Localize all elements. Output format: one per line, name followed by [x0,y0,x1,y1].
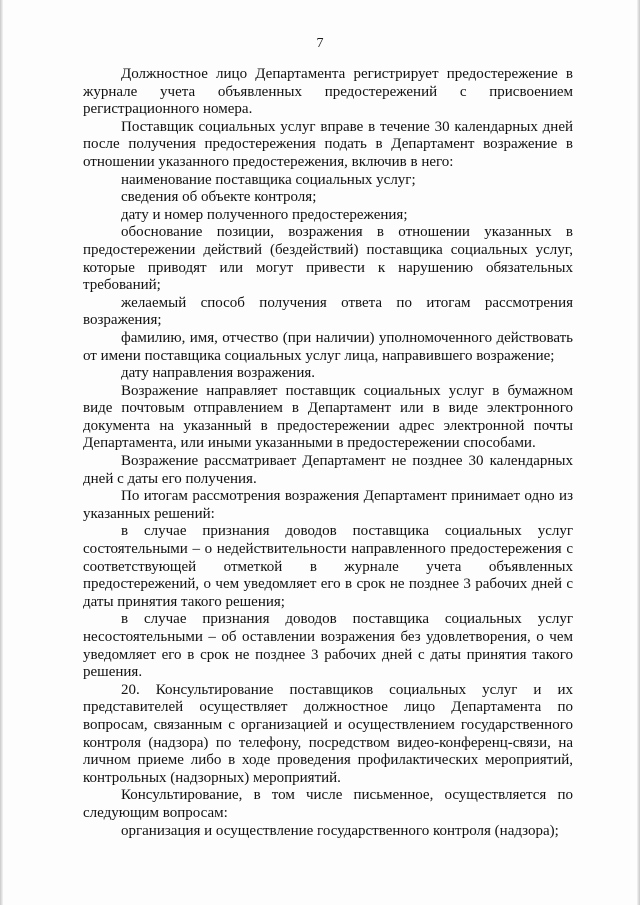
list-item: наименование поставщика социальных услуг; [121,171,416,188]
document-body [83,66,573,840]
paragraph: Консультирование, в том числе письменное, осуществляется по следующим вопросам: [83,787,573,821]
page-number: 7 [316,36,324,51]
paragraph: По итогам рассмотрения возражения Департамент принимает одно из указанных решений: [83,488,573,522]
page-edge-left [0,0,3,905]
list-item: в случае признания доводов поставщика социальных услуг состоятельными – о недействительности направленного предостережения с соответствующей отметкой в журнале учета объявленных предостережений, о чем уведомляет его в срок не позднее 3 рабочих дней с даты принятия такого решения; [83,523,573,610]
list-item: желаемый способ получения ответа по итогам рассмотрения возражения; [83,294,573,329]
list-item: в случае признания доводов поставщика социальных услуг несостоятельными – об оставлении возражения без удовлетворения, о чем уведомляет его в срок не позднее 3 рабочих дней с даты принятия такого решения. [83,611,573,681]
list-item: обоснование позиции, возражения в отношении указанных в предостережении действий (бездействий) поставщика социальных услуг, которые приводят или могут привести к нарушению обязательных требований; [83,224,573,294]
list-item: фамилию, имя, отчество (при наличии) уполномоченного действовать от имени поставщика социальных услуг лица, направившего возражение; [83,329,573,364]
paragraph: Должностное лицо Департамента регистрирует предостережение в журнале учета объявленных предостережений с присвоением регистрационного номера. [83,66,573,118]
list-item: организация и осуществление государственного контроля (надзора); [121,822,559,839]
paragraph: 20. Консультирование поставщиков социальных услуг и их представителей осуществляет должностное лицо Департамента по вопросам, связанным с организацией и осуществлением государственного контроля (надзора) по телефону, посредством видео-конференц-связи, на личном приеме либо в ходе проведения профилактических мероприятий, контрольных (надзорных) мероприятий. [83,681,573,786]
list-item: дату и номер полученного предостережения; [121,206,408,223]
paragraph: Поставщик социальных услуг вправе в течение 30 календарных дней после получения предостережения подать в Департамент возражение в отношении указанного предостережения, включив в него: [83,118,573,170]
list-item: дату направления возражения. [121,365,316,382]
list-item: сведения об объекте контроля; [121,189,317,206]
paragraph: Возражение рассматривает Департамент не позднее 30 календарных дней с даты его получения. [83,453,573,487]
paragraph: Возражение направляет поставщик социальных услуг в бумажном виде почтовым отправлением в Департамент или в виде электронного документа на указанный в предостережении адрес электронной почты Департамента, или иными указанными в предостережении способами. [83,382,573,452]
